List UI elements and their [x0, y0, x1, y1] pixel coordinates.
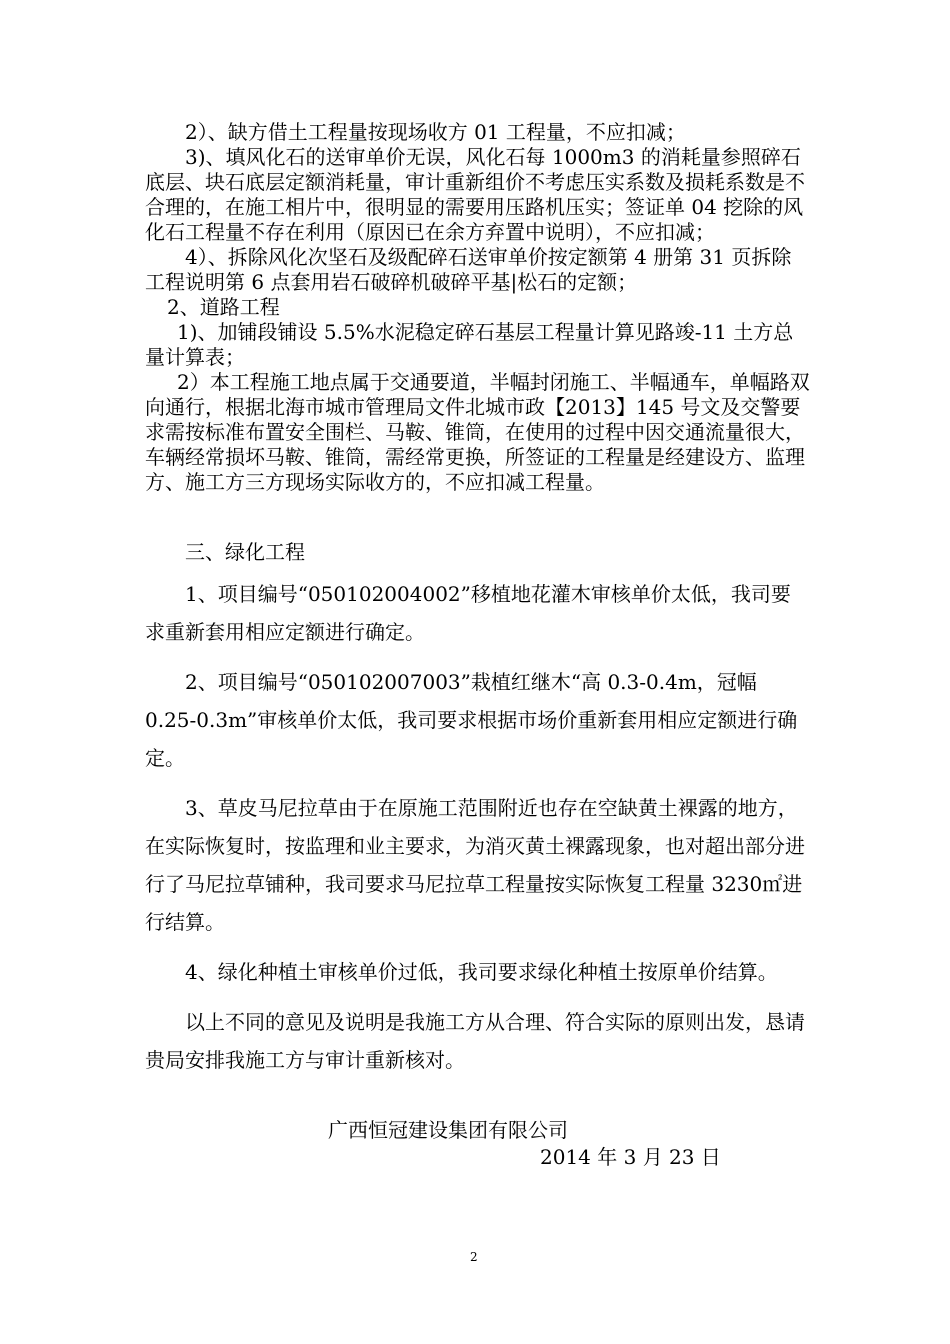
paragraph: 2、项目编号“050102007003”栽植红继木“高 0.3-0.4m，冠幅 0.25-0.3m”审核单价太低，我司要求根据市场价重新套用相应定额进行确定。 — [145, 670, 798, 770]
signature-date: 2014 年 3 月 23 日 — [540, 1145, 721, 1169]
paragraph: 1、项目编号“050102004002”移植地花灌木审核单价太低，我司要求重新套用相应定额进行确定。 — [145, 582, 791, 644]
paragraph: 2）本工程施工地点属于交通要道，半幅封闭施工、半幅通车，单幅路双向通行，根据北海市城市管理局文件北城市政【2013】145 号文及交警要求需按标准布置安全围栏、马鞍、锥筒，在使用的过程中因交通流量很大，车辆经常损坏马鞍、锥筒，需经常更换，所签证的工程量是经建设方、监理方、施工方三方现场实际收方的，不应扣减工程量。 — [145, 370, 810, 494]
paragraph: 1)、加铺段铺设 5.5%水泥稳定碎石基层工程量计算见路竣-11 土方总量计算表； — [145, 320, 794, 369]
section-heading: 2、道路工程 — [167, 295, 280, 319]
paragraph: 3、草皮马尼拉草由于在原施工范围附近也存在空缺黄土裸露的地方，在实际恢复时，按监理和业主要求，为消灭黄土裸露现象，也对超出部分进行了马尼拉草铺种，我司要求马尼拉草工程量按实际恢复工程量 3230㎡进行结算。 — [145, 796, 805, 934]
paragraph: 2）、缺方借土工程量按现场收方 01 工程量，不应扣减； — [185, 120, 686, 144]
company-signature: 广西恒冠建设集团有限公司 — [328, 1118, 568, 1142]
paragraph: 4、绿化种植土审核单价过低，我司要求绿化种植土按原单价结算。 — [185, 960, 778, 984]
page-number: 2 — [470, 1250, 478, 1264]
paragraph: 4）、拆除风化次坚石及级配碎石送审单价按定额第 4 册第 31 页拆除工程说明第 6 点套用岩石破碎机破碎平基|松石的定额； — [145, 245, 792, 294]
section-heading: 三、绿化工程 — [185, 540, 305, 564]
closing-paragraph: 以上不同的意见及说明是我施工方从合理、符合实际的原则出发，恳请贵局安排我施工方与审计重新核对。 — [145, 1010, 805, 1072]
section-greening — [145, 575, 810, 1079]
section-earthwork — [145, 120, 810, 495]
paragraph: 3)、填风化石的送审单价无误，风化石每 1000m3 的消耗量参照碎石底层、块石底层定额消耗量，审计重新组价不考虑压实系数及损耗系数是不合理的，在施工相片中，很明显的需要用压路机压实；签证单 04 挖除的风化石工程量不存在利用（原因已在余方弃置中说明），不应扣减； — [145, 145, 805, 244]
